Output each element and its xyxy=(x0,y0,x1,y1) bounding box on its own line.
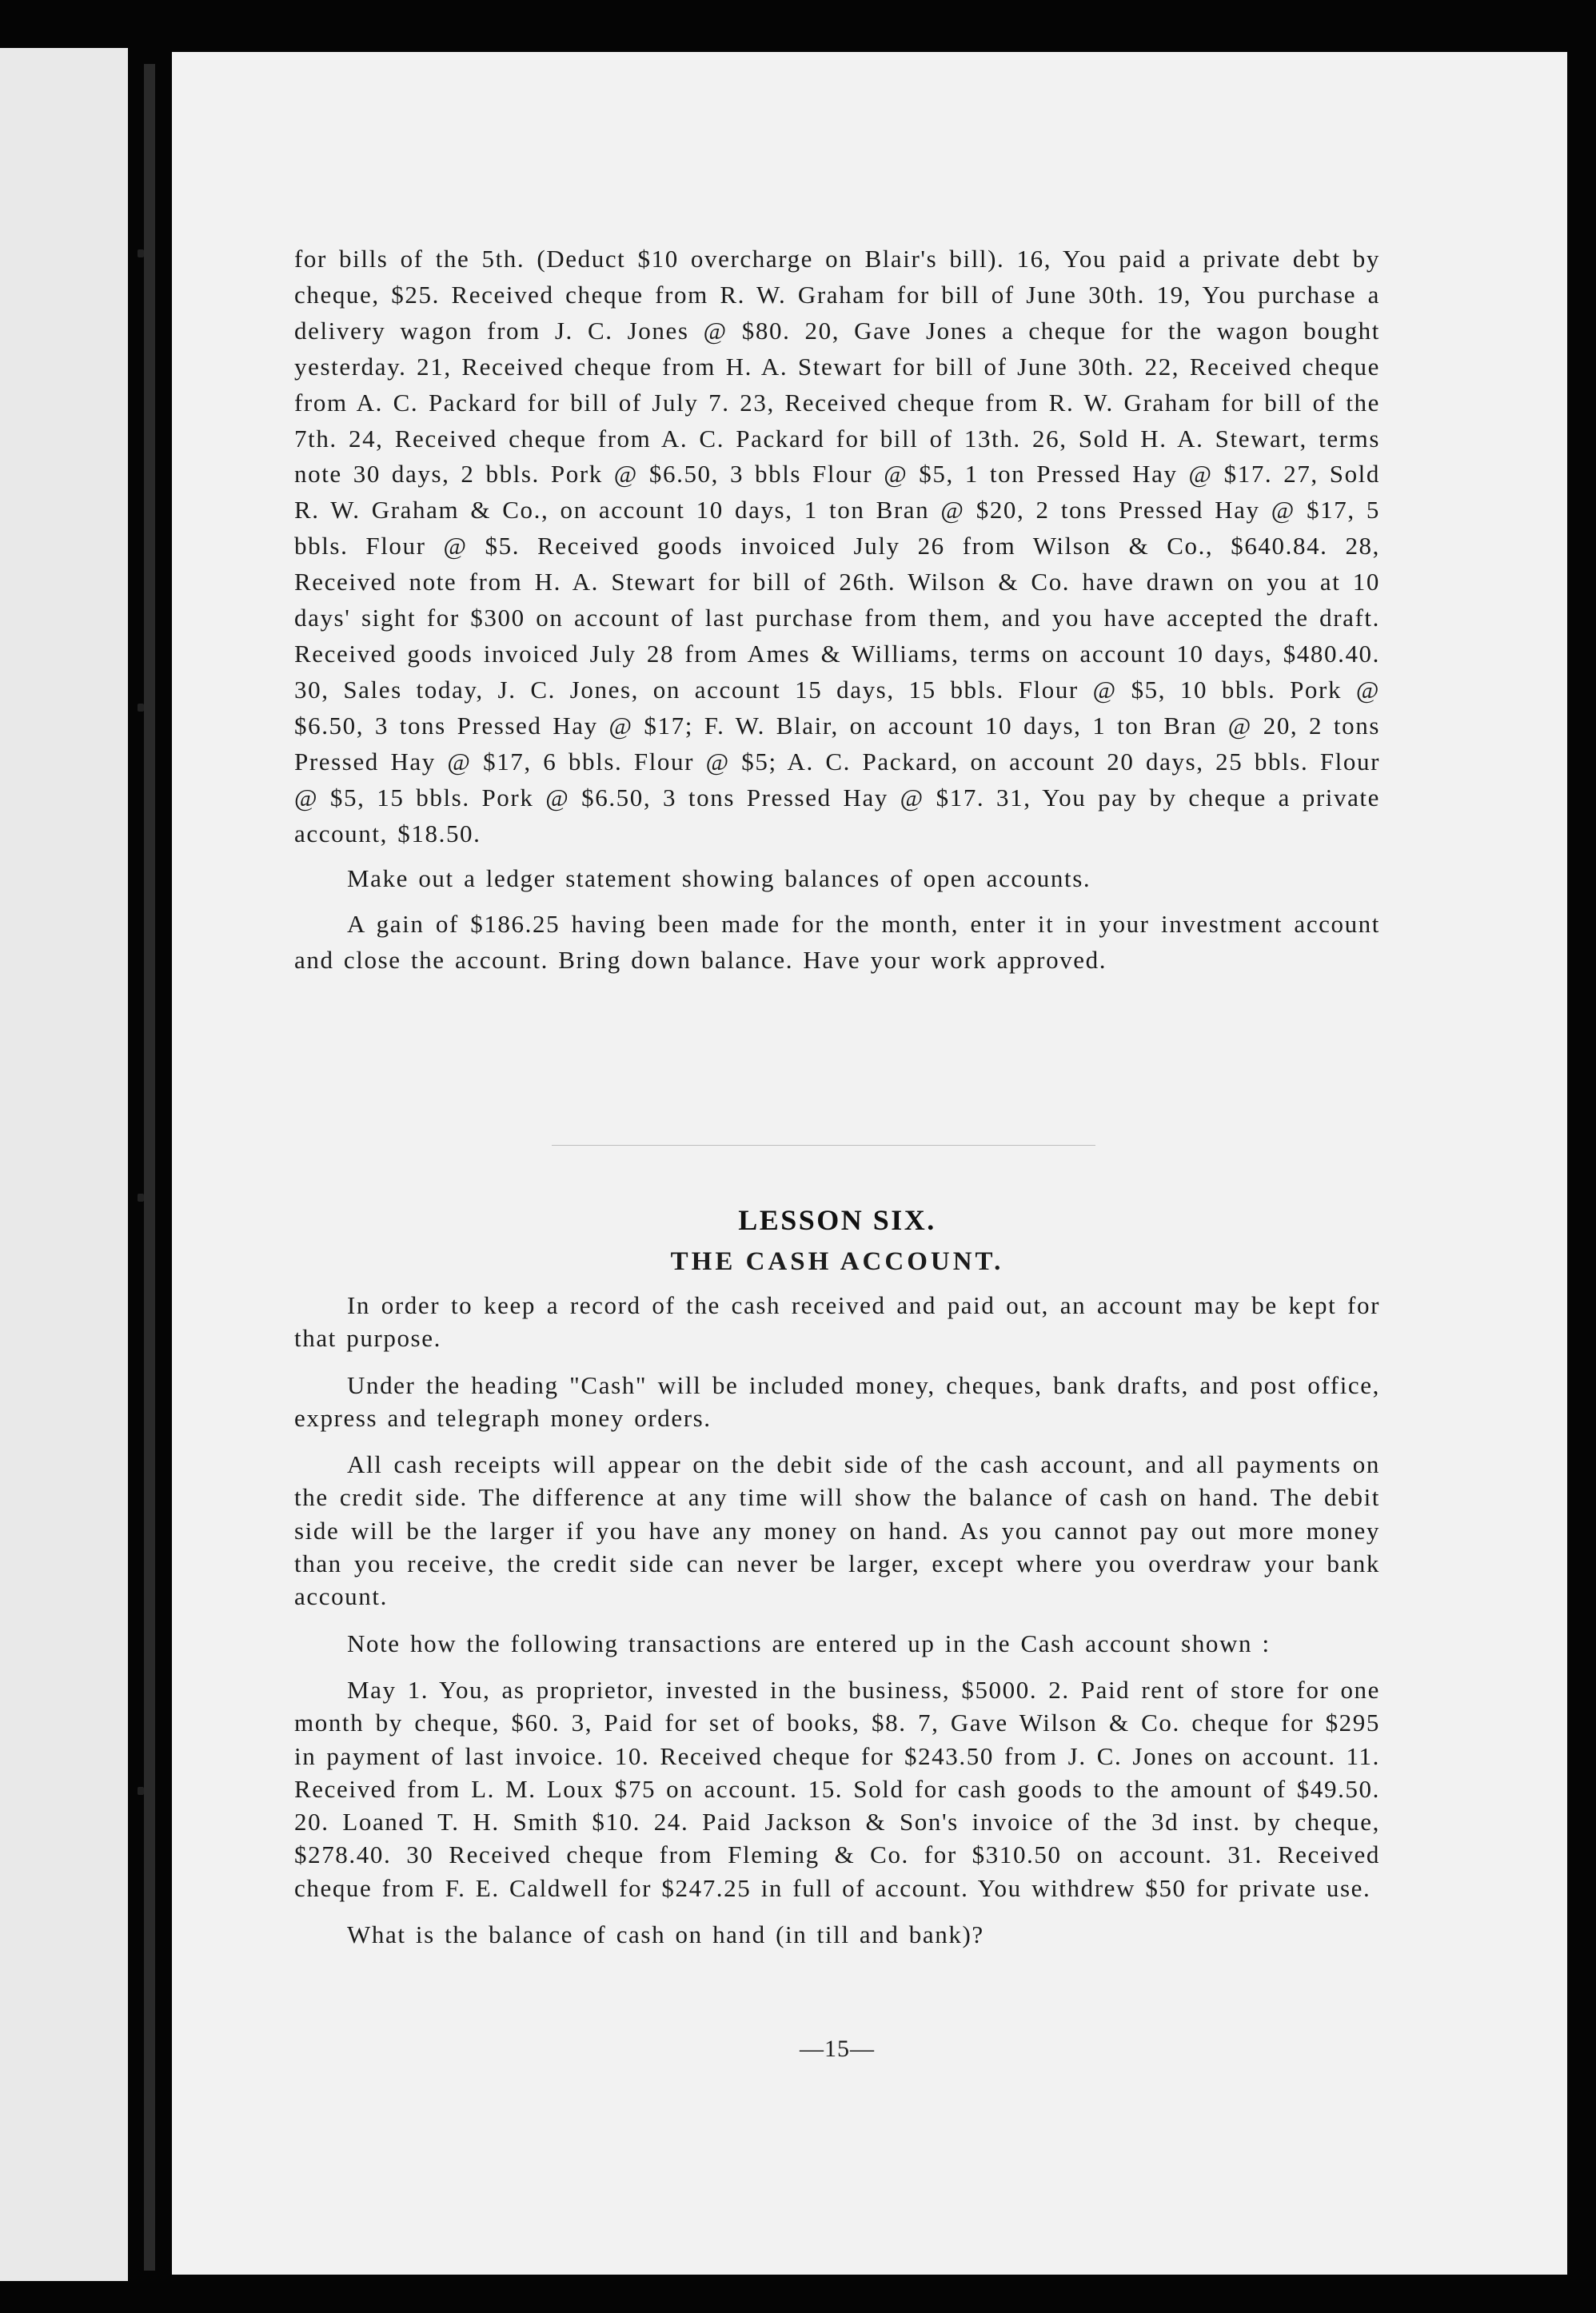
question-paragraph: What is the balance of cash on hand (in till and bank)? xyxy=(347,1920,984,1949)
binding-mark xyxy=(138,704,144,712)
binding-mark xyxy=(138,1194,144,1202)
lesson-subtitle: THE CASH ACCOUNT. xyxy=(670,1247,1004,1276)
transaction-paragraph: for bills of the 5th. (Deduct $10 overcharge on Blair's bill). 16, You paid a private debt by cheque, $25. Received cheque from R. W. Graham for bill of June 30th. 19, You purchase a delivery wagon from J. C. Jones @ $80. 20, Gave Jones a cheque for the wagon bought yesterday. 21, Received cheque from H. A. Stewart for bill of June 30th. 22, Received cheque from A. C. Packard for bill of July 7. 23, Received cheque from R. W. Graham for bill of the 7th. 24, Received cheque from A. C. Packard for bill of 13th. 26, Sold H. A. Stewart, terms note 30 days, 2 bbls. Pork @ $6.50, 3 bbls Flour @ $5, 1 ton Pressed Hay @ $17. 27, Sold R. W. Graham & Co., on account 10 days, 1 ton Bran @ $20, 2 tons Pressed Hay @ $17, 5 bbls. Flour @ $5. Received goods invoiced July 26 from Wilson & Co., $640.84. 28, Received note from H. A. Stewart for bill of 26th. Wilson & Co. have drawn on you at 10 days' sight for $300 on account of last purchase from them, and you have accepted the draft. Received goods invoiced July 28 from Ames & Williams, terms on account 10 days, $480.40. 30, Sales today, J. C. Jones, on account 15 days, 15 bbls. Flour @ $5, 10 bbls. Pork @ $6.50, 3 tons Pressed Hay @ $17; F. W. Blair, on account 10 days, 1 ton Bran @ 20, 2 tons Pressed Hay @ $17, 6 bbls. Flour @ $5; A. C. Packard, on account 20 days, 25 bbls. Flour @ $5, 15 bbls. Pork @ $6.50, 3 tons Pressed Hay @ $17. 31, You pay by cheque a private account, $18.50. xyxy=(294,245,1380,847)
binding-mark xyxy=(138,249,144,257)
lesson-title: LESSON SIX. xyxy=(738,1204,936,1236)
facing-page-edge xyxy=(0,48,128,2281)
transaction-paragraph: May 1. You, as proprietor, invested in the business, $5000. 2. Paid rent of store for one month by cheque, $60. 3, Paid for set of books, $8. 7, Gave Wilson & Co. cheque for $295 in payment of last invoice. 10. Received cheque for $243.50 from J. C. Jones on account. 11. Received from L. M. Loux $75 on account. 15. Sold for cash goods to the amount of $49.50. 20. Loaned T. H. Smith $10. 24. Paid Jackson & Son's invoice of the 3d inst. by cheque, $278.40. 30 Received cheque from Fleming & Co. for $310.50 on account. 31. Received cheque from F. E. Caldwell for $247.25 in full of account. You withdrew $50 for private use. xyxy=(294,1675,1380,1902)
body-paragraph: In order to keep a record of the cash received and paid out, an account may be kept for that purpose. xyxy=(294,1291,1380,1353)
binding-mark xyxy=(138,1787,144,1795)
instruction-paragraph: Make out a ledger statement showing balances of open accounts. xyxy=(347,864,1091,893)
section-divider xyxy=(552,1145,1095,1146)
continuation-section xyxy=(294,241,1380,979)
instruction-paragraph: A gain of $186.25 having been made for the month, enter it in your investment account and close the account. Bring down balance. Have your work approved. xyxy=(294,910,1380,975)
page-number: —15— xyxy=(800,2036,875,2062)
lesson-body xyxy=(294,1289,1380,1951)
book-gutter xyxy=(144,64,155,2271)
body-paragraph: Note how the following transactions are entered up in the Cash account shown : xyxy=(347,1629,1271,1657)
body-paragraph: Under the heading "Cash" will be included money, cheques, bank drafts, and post office, express and telegraph money orders. xyxy=(294,1370,1380,1432)
body-paragraph: All cash receipts will appear on the debit side of the cash account, and all payments on the credit side. The difference at any time will show the balance of cash on hand. The debit side will be the larger if you have any money on hand. As you cannot pay out more money than you receive, the credit side can never be larger, except where you overdraw your bank account. xyxy=(294,1450,1380,1611)
